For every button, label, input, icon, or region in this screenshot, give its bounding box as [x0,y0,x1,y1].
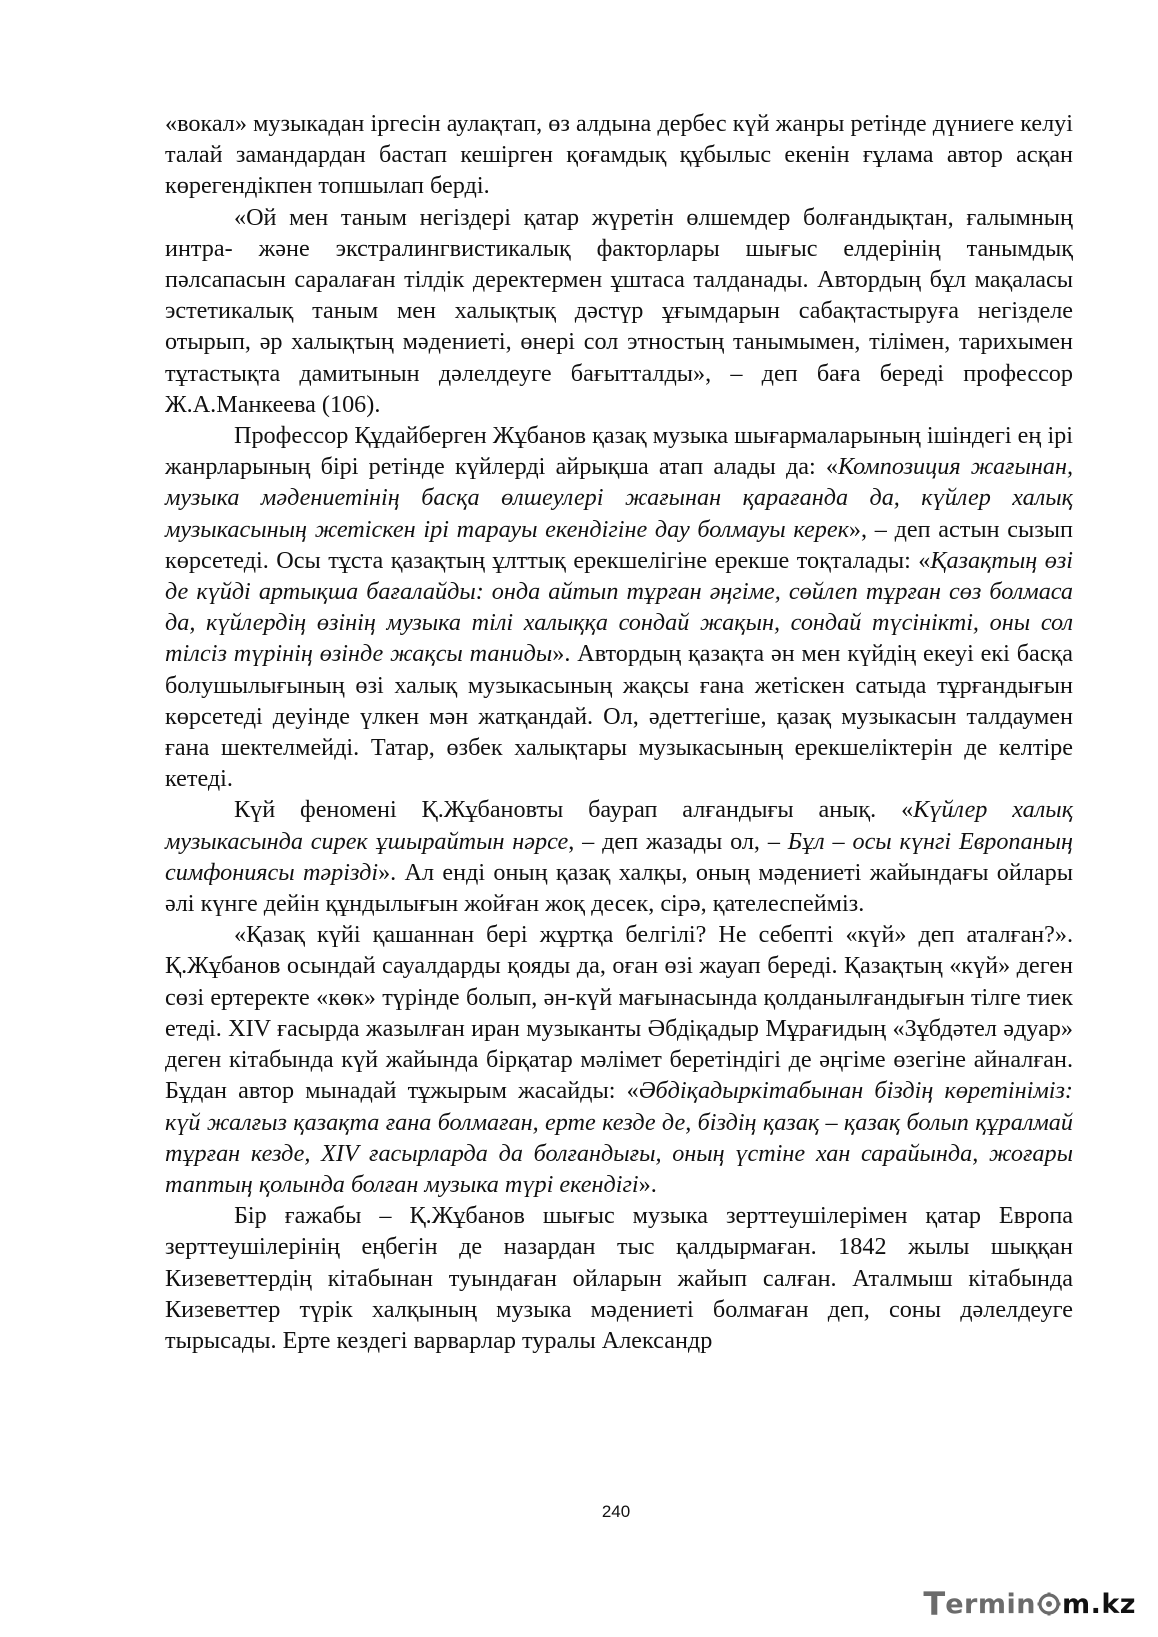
quote-text: Әбдіқадыркітабынан біздің көретініміз: күй жалғыз қазақта ғана болмаған, ерте кезде де, біздің қазақ – қазақ болып құралмай тұрған кезде, XIV ғасырларда да болғандығы, оның үстіне хан сарайында, жоғары таптың қолында болған музыка түрі екендігі [165,1077,1073,1198]
watermark-text-end: m.kz [1061,1588,1136,1620]
body-text: ». [638,1170,657,1198]
watermark-logo [923,1585,1136,1623]
body-text: ». Ал енді оның қазақ халқы, оның мәдениеті жайындағы ойлары әлі күнге дейін құндылығын жойған жоқ десек, сірә, қателеспейміз. [165,858,1073,918]
paragraph [165,1200,1073,1356]
body-text: Күй феномені Қ.Жұбановты баурап алғандығы анық. « [234,796,914,824]
paragraph [165,919,1073,1200]
body-text: Профессор Құдайберген Жұбанов қазақ музыка шығармаларының ішіндегі ең ірі жанрларының бірі ретінде күйлерді айрықша атап алады да: « [165,422,1073,481]
quote-text: Бұл – осы күнгі Европаның симфониясы тәрізді [165,827,1073,886]
watermark-logo-letter: T [923,1585,946,1623]
body-text: , – деп жазады ол, – [568,827,788,855]
body-text: «Ой мен таным негіздері қатар жүретін өлшемдер болғандықтан, ғалымның интра- және экстралингвистикалық факторлары шығыс елдерінің танымдық пәлсапасын саралаған тілдік деректермен ұштаса талданады. Автордың бұл мақаласы эстетикалық таным мен халықтық дәстүр ұғымдарын сабақтастыруға негізделе отырып, әр халықтың мәдениеті, өнері сол этностың танымымен, тілімен, тарихымен тұтастықта дамитынын дәлелдеуге бағытталды», – деп баға береді профессор Ж.А.Манкеева (106). [165,203,1073,418]
quote-text: Қазақтың өзі де күйді артықша бағалайды: онда айтып тұрған әңгіме, сөйлеп тұрған сөз болмаса да, күйлердің өзінің музыка тілі халыққа сондай жақын, сондай түсінікті, оны сол тілсіз түрінің өзінде жақсы таниды [165,546,1073,668]
body-text: «вокал» музыкадан іргесін аулақтап, өз алдына дербес күй жанры ретінде дүниеге келуі талай замандардан бастап кешірген қоғамдық құбылыс екенін ғұлама автор асқан көрегендікпен топшылап берді. [165,110,1073,200]
quote-text: Күйлер халық музыкасында сирек ұшырайтын нәрсе [165,796,1074,855]
document-body [165,108,1073,1356]
paragraph [165,794,1073,919]
body-text: «Қазақ күйі қашаннан бері жұртқа белгілі? Не себепті «күй» деп аталған?». Қ.Жұбанов осындай сауалдарды қояды да, оған өзі жауап береді. Қазақтың «күй» деген сөзі ертеректе «көк» түрінде болып, ән-күй мағынасында қолданылғандығын тілге тиек етеді. XIV ғасырда жазылған иран музыканты Әбдіқадыр Мұрағидың «Зұбдәтел әдуар» деген кітабында күй жайында бірқатар мәлімет беретіндігі де әңгіме өзегіне айналған. Бұдан автор мынадай тұжырым жасайды: « [165,921,1073,1105]
page-number: 240 [601,1502,631,1521]
quote-text: Композиция жағынан, музыка мәдениетінің басқа өлшеулері жағынан қарағанда да, күйлер халық музыкасының жетіскен ірі тарауы екендігіне дау болмауы керек [165,453,1074,543]
paragraph [165,420,1073,794]
body-text: », – деп астын сызып көрсетеді. Осы тұста қазақтың ұлттық ерекшелігіне ерекше тоқталады: « [165,515,1073,574]
paragraph [165,202,1073,420]
termincom-watermark [923,1584,1136,1624]
paragraph [165,108,1073,202]
gear-icon [1037,1592,1061,1616]
body-text: Бір ғажабы – Қ.Жұбанов шығыс музыка зерттеушілерімен қатар Европа зерттеушілерінің еңбегін де назардан тыс қалдырмаған. 1842 жылы шыққан Кизеветтердің кітабынан туындаған ойларын жайып салған. Аталмыш кітабында Кизеветтер түрік халқының музыка мәдениеті болмаған деп, соны дәлелдеуге тырысады. Ерте кездегі варварлар туралы Александр [165,1202,1073,1354]
body-text: ». Автордың қазақта ән мен күйдің екеуі екі басқа болушылығының өзі халық музыкасының жақсы ғана жетіскен сатыда тұрғандығын көрсетеді деуінде үлкен мән жатқандай. Ол, әдеттегіше, қазақ музыкасын талдаумен ғана шектелмейді. Татар, өзбек халықтары музыкасының ерекшеліктерін де келтіре кетеді. [165,640,1073,793]
watermark-text-start: ermin [945,1588,1036,1620]
